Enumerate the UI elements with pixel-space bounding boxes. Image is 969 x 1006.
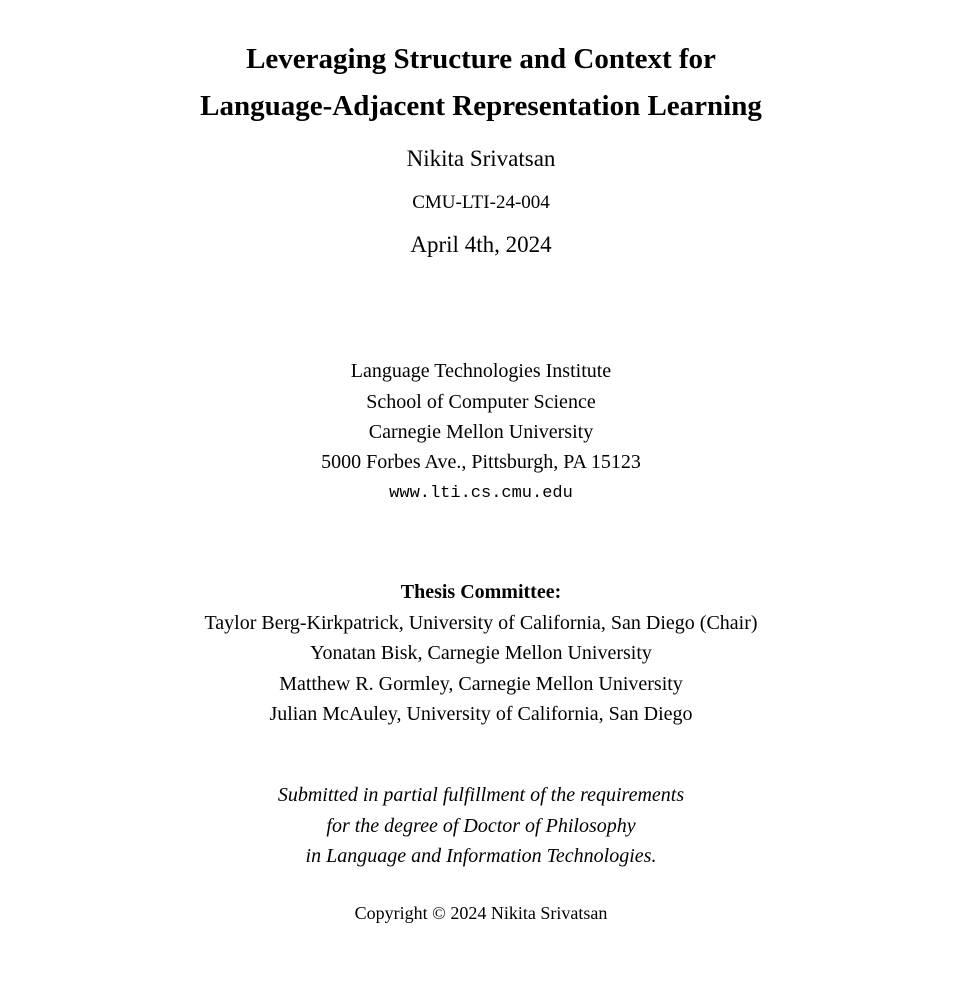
institution-line: School of Computer Science bbox=[366, 391, 596, 413]
thesis-title-line-1: Leveraging Structure and Context for bbox=[246, 43, 716, 75]
submission-statement-line: Submitted in partial fulfillment of the requirements bbox=[277, 784, 685, 806]
submission-statement-line: in Language and Information Technologies. bbox=[305, 845, 657, 867]
submission-statement-line: for the degree of Doctor of Philosophy bbox=[326, 815, 636, 837]
committee-heading: Thesis Committee: bbox=[400, 581, 562, 603]
committee-member: Taylor Berg-Kirkpatrick, University of California, San Diego (Chair) bbox=[204, 612, 758, 634]
institution-line: Carnegie Mellon University bbox=[368, 421, 594, 443]
author-name: Nikita Srivatsan bbox=[406, 146, 556, 171]
institution-url: www.lti.cs.cmu.edu bbox=[389, 484, 573, 503]
copyright-notice: Copyright © 2024 Nikita Srivatsan bbox=[354, 903, 608, 923]
thesis-title-line-2: Language-Adjacent Representation Learning bbox=[200, 90, 762, 122]
committee-member: Yonatan Bisk, Carnegie Mellon University bbox=[310, 642, 652, 664]
institution-line: Language Technologies Institute bbox=[350, 360, 612, 382]
committee-member: Matthew R. Gormley, Carnegie Mellon University bbox=[279, 673, 683, 695]
date: April 4th, 2024 bbox=[410, 232, 552, 257]
report-id: CMU-LTI-24-004 bbox=[412, 192, 550, 213]
institution-address: 5000 Forbes Ave., Pittsburgh, PA 15123 bbox=[321, 451, 641, 473]
committee-member: Julian McAuley, University of California, San Diego bbox=[269, 703, 693, 725]
